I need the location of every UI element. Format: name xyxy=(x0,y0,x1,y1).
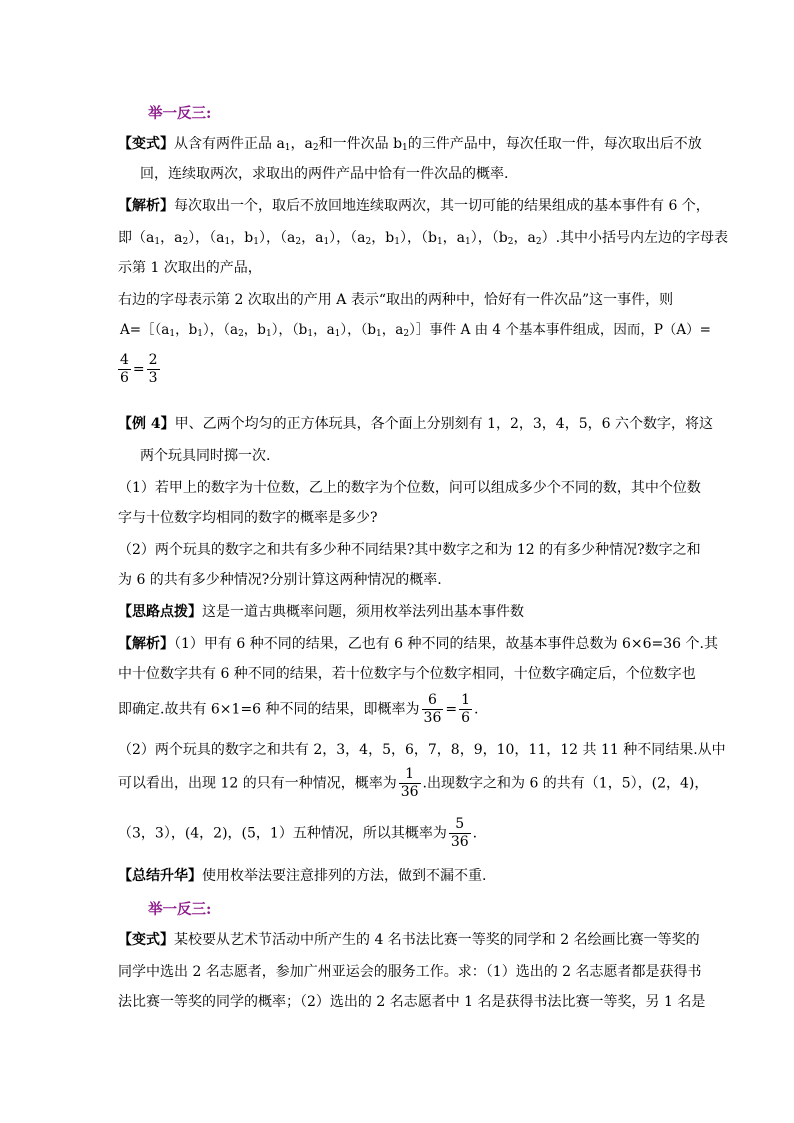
fraction: $\frac{6}{36}$ xyxy=(423,692,442,726)
solution-tag: 【解析】 xyxy=(118,198,174,214)
section-heading: 举一反三: xyxy=(148,901,212,918)
variant-tag: 【变式】 xyxy=(118,136,174,152)
outcome-pair: （$a_1$，$a_2$）， xyxy=(132,230,210,247)
fraction: $\frac{5}{36}$ xyxy=(450,816,469,850)
hint-tag: 【思路点拨】 xyxy=(118,604,202,620)
outcome-pair: （$b_1$，$a_1$）， xyxy=(291,322,361,339)
solution2-line-4: （2）两个玩具的数字之和共有 2，3，4，5，6，7，8，9，10，11，12 共 11 种不同结果.从中 xyxy=(118,742,726,758)
variant-problem-line-2: 回，连续取两次，求取出的两件产品中恰有一件次品的概率. xyxy=(140,166,509,182)
fraction: $\frac{1}{6}$ xyxy=(461,692,471,726)
fraction: $\frac{4}{6}$ xyxy=(120,352,129,386)
solution-tag: 【解析】 xyxy=(118,636,174,652)
example-4-line-6: 为 6 的共有多少种情况?分别计算这两种情况的概率. xyxy=(118,572,442,588)
example-tag: 【例 4】 xyxy=(118,416,175,432)
outcome-pair: （$a_2$，$b_1$）， xyxy=(350,230,421,247)
outcome-pair: （$b_1$，$a_1$）， xyxy=(420,230,492,247)
hint-line: 【思路点拨】这是一道古典概率问题，须用枚举法列出基本事件数 xyxy=(118,604,524,620)
solution-line-3: 示第 1 次取出的产品， xyxy=(118,260,262,276)
event-pairs xyxy=(155,322,416,338)
outcome-pairs xyxy=(132,230,556,246)
outcome-pair: （$a_1$，$b_1$）， xyxy=(209,230,280,247)
variant2-line-3: 法比赛一等奖的同学的概率；（2）选出的 2 名志愿者中 1 名是获得书法比赛一等奖，另 1 名是 xyxy=(118,994,706,1010)
solution-line-1: 【解析】每次取出一个，取后不放回地连续取两次，其一切可能的结果组成的基本事件有 6 个， xyxy=(118,198,710,214)
outcome-pair: （$a_1$，$b_1$）， xyxy=(154,322,224,339)
example-4-line-3: （1）若甲上的数字为十位数，乙上的数字为个位数，问可以组成多少个不同的数，其中个位数 xyxy=(118,480,701,496)
fraction: $\frac{2}{3}$ xyxy=(148,352,158,386)
example-4-line-1: 【例 4】甲、乙两个均匀的正方体玩具，各个面上分别刻有 1，2，3，4，5，6 六个数字，将这 xyxy=(118,416,713,432)
outcome-pair: （$b_2$，$a_2$） xyxy=(491,230,556,247)
solution-line-5: $A=[(a_1$，$b_1$），（$a_2$，$b_1$），（$b_1$，$a_1$），（$b_1$，$a_2)]$事件 A 由 4 个基本事件组成，因而，P（A）= xyxy=(120,322,711,339)
solution2-line-6: （3，3），(4，2)，(5，1）五种情况，所以其概率为 $\frac{5}{36}$ . xyxy=(118,816,478,850)
variant-tag: 【变式】 xyxy=(118,932,174,948)
solution-line-4: 右边的字母表示第 2 次取出的产用 A 表示“取出的两种中，恰好有一件次品”这一事件，则 xyxy=(118,292,674,308)
outcome-pair: （$a_2$，$b_1$）， xyxy=(223,322,292,339)
section-heading: 举一反三: xyxy=(148,105,212,122)
summary-line: 【总结升华】使用枚举法要注意排列的方法，做到不漏不重. xyxy=(118,868,487,884)
fraction: $\frac{1}{36}$ xyxy=(400,766,419,800)
example-4-line-2: 两个玩具同时掷一次. xyxy=(140,448,271,464)
variant2-line-1: 【变式】某校要从艺术节活动中所产生的 4 名书法比赛一等奖的同学和 2 名绘画比赛一等奖的 xyxy=(118,932,700,948)
probability-result: $\frac{4}{6}$ = $\frac{2}{3}$ xyxy=(120,352,158,386)
example-4-line-5: （2）两个玩具的数字之和共有多少种不同结果?其中数字之和为 12 的有多少种情况?数字之和 xyxy=(118,542,701,558)
variant-problem-line-1: 【变式】从含有两件正品 $a_1$，$a_2$和一件次品 $b_1$的三件产品中，每次任取一件，每次取出后不放 xyxy=(118,136,702,153)
variant2-line-2: 同学中选出 2 名志愿者，参加广州亚运会的服务工作。求：（1）选出的 2 名志愿者都是获得书 xyxy=(118,964,702,980)
solution-line-2: 即（$a_1$，$a_2$），（$a_1$，$b_1$），（$a_2$，$a_1$），（$a_2$，$b_1$），（$b_1$，$a_1$），（$b_2$，$a_2$）.其中小括号内左边的字母表 xyxy=(118,230,729,247)
outcome-pair: （$a_2$，$a_1$）， xyxy=(279,230,351,247)
solution2-line-3: 即确定.故共有 6×1=6 种不同的结果，即概率为 $\frac{6}{36}$ = $\frac{1}{6}$ . xyxy=(118,692,479,726)
example-4-line-4: 字与十位数字均相同的数字的概率是多少? xyxy=(118,510,378,526)
solution2-line-1: 【解析】（1）甲有 6 种不同的结果，乙也有 6 种不同的结果，故基本事件总数为 6×6=36 个.其 xyxy=(118,636,718,652)
outcome-pair: （$b_1$，$a_2$） xyxy=(360,322,416,339)
summary-tag: 【总结升华】 xyxy=(118,868,202,884)
solution2-line-2: 中十位数字共有 6 种不同的结果，若十位数字与个位数字相同，十位数字确定后，个位数字也 xyxy=(118,666,696,682)
solution2-line-5: 可以看出，出现 12 的只有一种情况，概率为 $\frac{1}{36}$ .出现数字之和为 6 的共有（1，5），(2，4)， xyxy=(118,766,709,800)
